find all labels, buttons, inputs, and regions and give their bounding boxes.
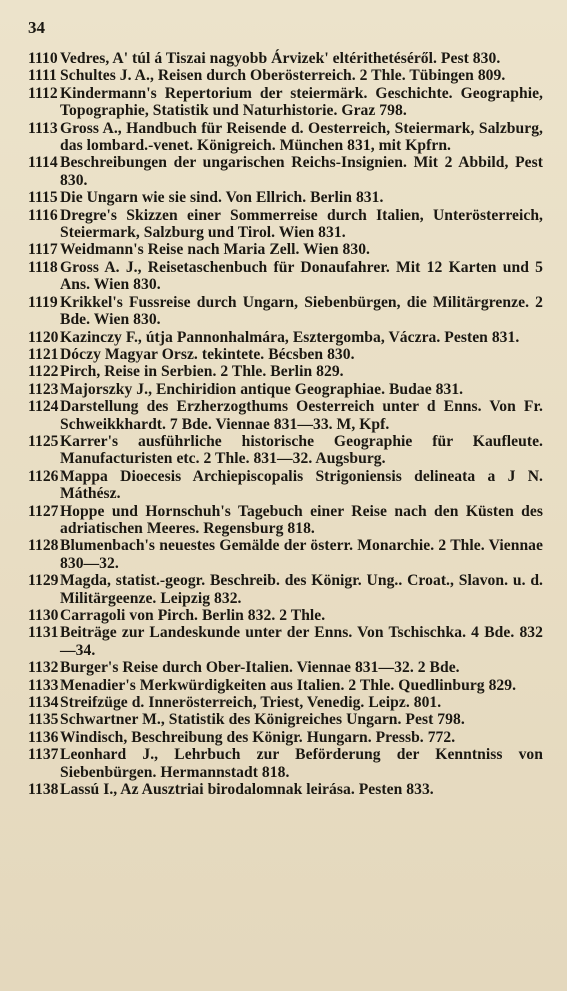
catalog-entry (28, 537, 543, 572)
catalog-entry (28, 381, 543, 398)
entry-text: Windisch, Beschreibung des Königr. Hungarn. Pressb. 772. (60, 728, 456, 746)
entry-text: Dóczy Magyar Orsz. tekintete. Bécsben 830. (60, 345, 355, 363)
catalog-entry (28, 241, 543, 258)
catalog-entry (28, 711, 543, 728)
entry-number: 1129 (28, 572, 59, 590)
catalog-entry (28, 398, 543, 433)
catalog-entry (28, 503, 543, 538)
catalog-entry (28, 468, 543, 503)
entry-number: 1137 (28, 746, 59, 764)
catalog-entry (28, 624, 543, 659)
entry-text: Magda, statist.-geogr. Beschreib. des Königr. Ung.. Croat., Slavon. u. d. Militärgeenze. Leipzig 832. (60, 572, 543, 607)
entry-text: Schultes J. A., Reisen durch Oberösterreich. 2 Thle. Tübingen 809. (60, 67, 506, 85)
entry-number: 1116 (28, 206, 58, 224)
catalog-entry (28, 329, 543, 346)
entry-text: Lassú I., Az Ausztriai birodalomnak leirása. Pesten 833. (60, 781, 434, 799)
entry-text: Majorszky J., Enchiridion antique Geographiae. Budae 831. (60, 380, 464, 398)
entry-number: 1136 (28, 728, 59, 746)
entry-text: Beiträge zur Landeskunde unter der Enns. Von Tschischka. 4 Bde. 832—34. (60, 624, 543, 659)
entry-text: Beschreibungen der ungarischen Reichs-Insignien. Mit 2 Abbild, Pest 830. (60, 154, 543, 189)
catalog-entry (28, 346, 543, 363)
entry-number: 1130 (28, 607, 59, 624)
catalog-entry (28, 746, 543, 781)
entry-text: Pirch, Reise in Serbien. 2 Thle. Berlin 829. (60, 363, 344, 381)
entry-text: Gross A. J., Reisetaschenbuch für Donaufahrer. Mit 12 Karten und 5 Ans. Wien 830. (60, 258, 543, 294)
entry-text: Blumenbach's neuestes Gemälde der österr. Monarchie. 2 Thle. Viennae 830—32. (60, 537, 543, 572)
entry-number: 1121 (28, 345, 59, 363)
entry-text: Vedres, A' túl á Tiszai nagyobb Árvizek' eltérithetéséről. Pest 830. (60, 50, 501, 67)
catalog-entry (28, 659, 543, 676)
entry-number: 1128 (28, 537, 59, 555)
entry-number: 1113 (28, 119, 58, 137)
entry-number: 1115 (28, 189, 58, 207)
catalog-entry (28, 572, 543, 607)
catalog-entry (28, 207, 543, 242)
entry-number: 1119 (28, 293, 58, 311)
catalog-entry (28, 85, 543, 120)
entry-text: Hoppe und Hornschuh's Tagebuch einer Reise nach den Küsten des adriatischen Meeres. Regensburg 818. (60, 502, 543, 537)
entry-text: Kindermann's Repertorium der steiermärk. Geschichte. Geographie, Topographie, Statistik und Naturhistorie. Graz 798. (60, 84, 543, 120)
entry-number: 1135 (28, 711, 59, 729)
entry-number: 1126 (28, 467, 59, 485)
catalog-entry (28, 781, 543, 798)
entry-number: 1132 (28, 659, 59, 677)
entry-number: 1138 (28, 781, 59, 799)
entry-number: 1133 (28, 676, 59, 694)
catalog-entry (28, 677, 543, 694)
entry-text: Kazinczy F., útja Pannonhalmára, Esztergomba, Váczra. Pesten 831. (60, 328, 520, 346)
catalog-entry (28, 729, 543, 746)
entry-text: Die Ungarn wie sie sind. Von Ellrich. Berlin 831. (60, 189, 384, 207)
catalog-entry (28, 607, 543, 624)
entry-number: 1110 (28, 50, 58, 67)
entry-number: 1117 (28, 241, 58, 259)
entry-number: 1118 (28, 258, 58, 276)
entry-text: Dregre's Skizzen einer Sommerreise durch Italien, Unterösterreich, Steiermark, Salzburg und Tirol. Wien 831. (60, 206, 543, 242)
entry-text: Gross A., Handbuch für Reisende d. Oesterreich, Steiermark, Salzburg, das lombard.-venet. Königreich. München 831, mit Kpfrn. (60, 119, 543, 155)
entry-text: Weidmann's Reise nach Maria Zell. Wien 830. (60, 241, 370, 259)
entry-number: 1134 (28, 694, 59, 712)
catalog-entry (28, 189, 543, 206)
entry-text: Krikkel's Fussreise durch Ungarn, Siebenbürgen, die Militärgrenze. 2 Bde. Wien 830. (60, 293, 543, 329)
catalog-entry (28, 67, 543, 84)
catalog-entry (28, 154, 543, 189)
catalog-entry (28, 259, 543, 294)
entry-number: 1120 (28, 328, 59, 346)
entry-number: 1122 (28, 363, 59, 381)
page-number: 34 (28, 18, 45, 37)
catalog-entry (28, 50, 543, 67)
catalog-entry-list (28, 50, 543, 798)
catalog-entry (28, 120, 543, 155)
entry-number: 1112 (28, 84, 58, 102)
entry-text: Schwartner M., Statistik des Königreiches Ungarn. Pest 798. (60, 711, 465, 729)
catalog-entry (28, 294, 543, 329)
entry-text: Burger's Reise durch Ober-Italien. Viennae 831—32. 2 Bde. (60, 659, 460, 677)
entry-number: 1111 (28, 67, 57, 85)
entry-text: Carragoli von Pirch. Berlin 832. 2 Thle. (60, 607, 326, 624)
entry-number: 1131 (28, 624, 59, 642)
entry-text: Darstellung des Erzherzogthums Oesterreich unter d Enns. Von Fr. Schweikkhardt. 7 Bde. Viennae 831—33. M, Kpf. (60, 398, 543, 433)
catalog-entry (28, 363, 543, 380)
entry-number: 1125 (28, 432, 59, 450)
entry-number: 1114 (28, 154, 58, 172)
entry-text: Menadier's Merkwürdigkeiten aus Italien. 2 Thle. Quedlinburg 829. (60, 676, 517, 694)
entry-text: Mappa Dioecesis Archiepiscopalis Strigoniensis delineata a J N. Máthész. (60, 467, 543, 503)
entry-number: 1127 (28, 502, 59, 520)
entry-number: 1123 (28, 380, 59, 398)
entry-text: Streifzüge d. Innerösterreich, Triest, Venedig. Leipz. 801. (60, 694, 442, 712)
catalog-entry (28, 694, 543, 711)
entry-number: 1124 (28, 398, 59, 416)
catalog-entry (28, 433, 543, 468)
entry-text: Leonhard J., Lehrbuch zur Beförderung der Kenntniss von Siebenbürgen. Hermannstadt 818. (60, 746, 543, 781)
entry-text: Karrer's ausführliche historische Geographie für Kaufleute. Manufacturisten etc. 2 Thle. 831—32. Augsburg. (60, 432, 543, 468)
